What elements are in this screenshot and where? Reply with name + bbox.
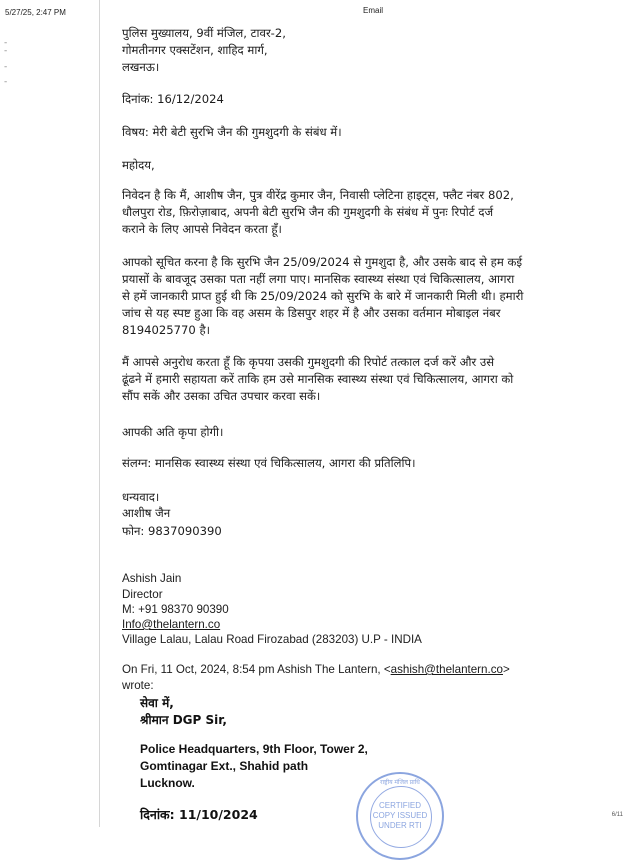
- address-line: गोमतीनगर एक्सटेंशन, शाहिद मार्ग,: [122, 43, 268, 57]
- closing-request: आपकी अति कृपा होगी।: [122, 425, 224, 439]
- margin-mark: -: [4, 38, 8, 48]
- para2-line: आपको सूचित करना है कि सुरभि जैन 25/09/2024 से गुमशुदा है, और उसके बाद से हम कई: [122, 255, 523, 269]
- signature-address: Village Lalau, Lalau Road Firozabad (283203) U.P - INDIA: [122, 633, 422, 646]
- print-title: Email: [363, 6, 384, 15]
- sender-phone: फोन: 9837090390: [122, 524, 222, 538]
- stamp-line1: CERTIFIED: [378, 801, 422, 810]
- quote-header-prefix: On Fri, 11 Oct, 2024, 8:54 pm Ashish The Lantern, <: [122, 663, 391, 676]
- quote-sender-email-link[interactable]: ashish@thelantern.co: [390, 663, 503, 676]
- para2-line: प्रयासों के बावजूद उसका पता नहीं लगा पाए। मानसिक स्वास्थ्य संस्था एवं चिकित्सालय, आगरा: [122, 272, 515, 286]
- para2-line: से हमें जानकारी प्राप्त हुई थी कि 25/09/2024 को सुरभि के बारे में जानकारी मिली थी। हमारी: [122, 289, 524, 303]
- sender-name: आशीष जैन: [122, 506, 171, 520]
- thanks: धन्यवाद।: [122, 490, 160, 504]
- stamp-line2: COPY ISSUED: [372, 811, 428, 820]
- para1-line: निवेदन है कि मैं, आशीष जैन, पुत्र वीरेंद्र कुमार जैन, निवासी प्लेटिना हाइट्स, फ्लैट नंबर 802,: [122, 188, 514, 202]
- rti-certified-stamp: [356, 772, 444, 860]
- quoted-date: दिनांक: 11/10/2024: [140, 807, 258, 822]
- address-line: पुलिस मुख्यालय, 9वीं मंजिल, टावर-2,: [122, 26, 286, 40]
- scan-margin-line: [99, 0, 100, 827]
- para2-line: 8194025770 है।: [122, 323, 210, 337]
- letter-date: दिनांक: 16/12/2024: [122, 92, 224, 106]
- para1-line: कराने के लिए आपसे निवेदन करता हूँ।: [122, 222, 282, 236]
- margin-mark: -: [4, 46, 8, 56]
- signature-mobile: M: +91 98370 90390: [122, 603, 229, 616]
- margin-mark: -: [4, 62, 8, 72]
- quote-header-suffix: >: [502, 663, 510, 676]
- quoted-address-line: Police Headquarters, 9th Floor, Tower 2,: [140, 742, 368, 756]
- para3-line: ढूंढने में हमारी सहायता करें ताकि हम उसे मानसिक स्वास्थ्य संस्था एवं चिकित्सालय, आगरा को: [122, 372, 514, 386]
- letter-subject: विषय: मेरी बेटी सुरभि जैन की गुमशुदगी के संबंध में।: [122, 125, 342, 139]
- para2-line: जांच से यह स्पष्ट हुआ कि वह असम के डिसपुर शहर में है और उसका वर्तमान मोबाइल नंबर: [122, 306, 501, 320]
- print-datetime: 5/27/25, 2:47 PM: [5, 8, 66, 17]
- quoted-line: सेवा में,: [140, 696, 174, 710]
- margin-mark: -: [4, 77, 8, 87]
- address-line: लखनऊ।: [122, 60, 160, 74]
- quote-header: [122, 663, 510, 676]
- page-number: 6/11: [611, 812, 623, 818]
- quoted-address-line: Gomtinagar Ext., Shahid path: [140, 759, 309, 773]
- stamp-line3: UNDER RTI: [378, 821, 422, 830]
- signature-name: Ashish Jain: [122, 572, 182, 585]
- quoted-line: श्रीमान DGP Sir,: [140, 713, 227, 727]
- signature-role: Director: [122, 588, 163, 601]
- salutation: महोदय,: [122, 158, 155, 172]
- stamp-top-text: राष्ट्रीय मंजिल प्राधि: [380, 780, 420, 786]
- enclosure: संलग्न: मानसिक स्वास्थ्य संस्था एवं चिकित्सालय, आगरा की प्रतिलिपि।: [122, 456, 416, 470]
- para3-line: मैं आपसे अनुरोध करता हूँ कि कृपया उसकी गुमशुदगी की रिपोर्ट तत्काल दर्ज करें और उसे: [122, 355, 495, 369]
- para1-line: धौलपुरा रोड, फ़िरोज़ाबाद, अपनी बेटी सुरभि जैन की गुमशुदगी के संबंध में पुनः रिपोर्ट दर्ज: [122, 205, 494, 219]
- quoted-address-line: Lucknow.: [140, 776, 195, 790]
- para3-line: सौंप सकें और उसका उचित उपचार करवा सकें।: [122, 389, 321, 403]
- signature-email-link[interactable]: Info@thelantern.co: [122, 618, 221, 631]
- quote-wrote: wrote:: [122, 679, 154, 692]
